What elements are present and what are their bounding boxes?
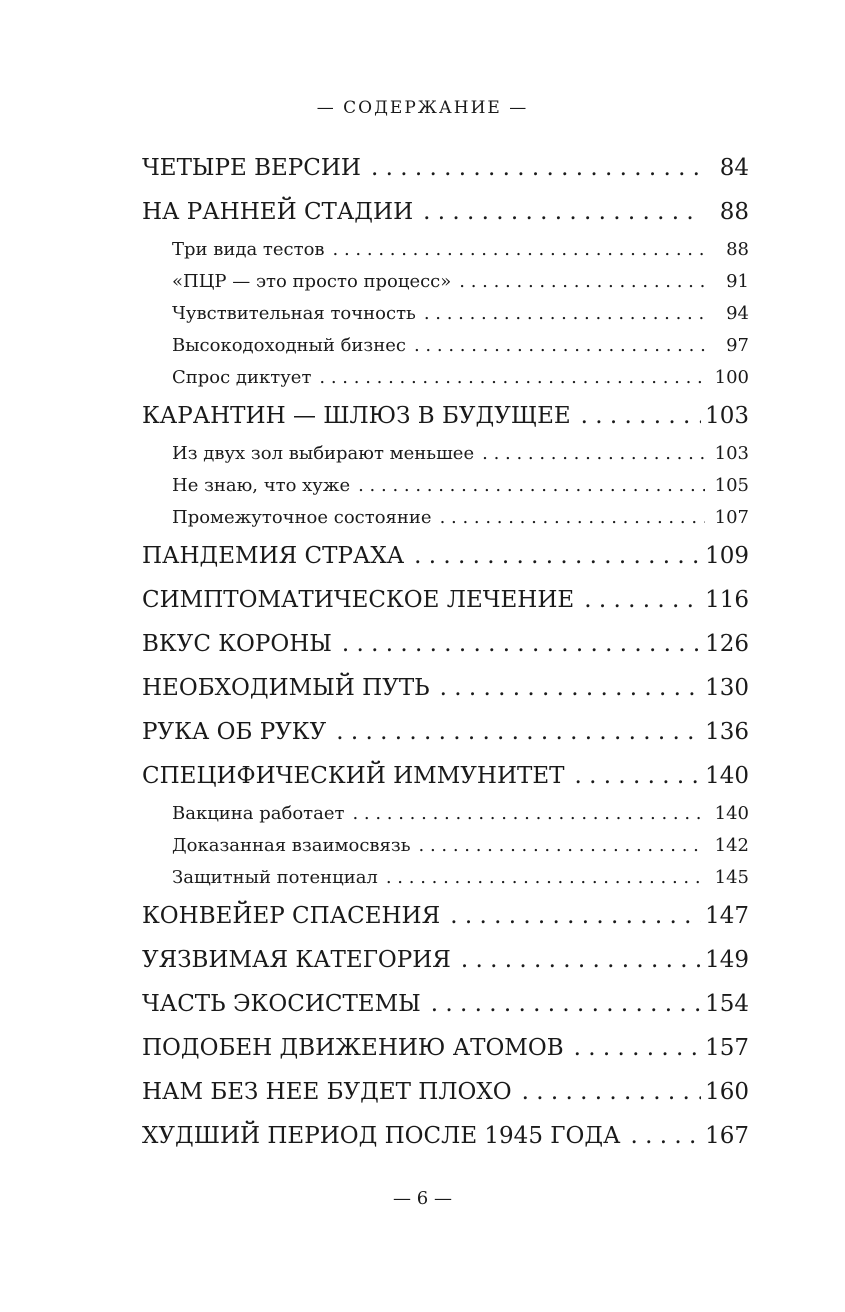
toc-entry-title: ХУДШИЙ ПЕРИОД ПОСЛЕ 1945 ГОДА [142, 1123, 621, 1149]
dot-leader [571, 394, 701, 438]
toc-entry-page: 84 [719, 155, 749, 181]
toc-entry-page: 107 [714, 507, 749, 528]
toc-entry-page: 154 [705, 991, 749, 1017]
dot-leader [361, 146, 701, 190]
toc-entry-title: Чувствительная точность [172, 303, 416, 324]
toc-section[interactable] [142, 798, 749, 830]
toc-chapter[interactable] [142, 666, 749, 710]
toc-entry-page: 149 [705, 947, 749, 973]
dot-leader [574, 578, 701, 622]
toc-chapter[interactable] [142, 938, 749, 982]
toc-section[interactable] [142, 470, 749, 502]
toc-entry-page: 100 [714, 367, 749, 388]
toc-section[interactable] [142, 298, 749, 330]
toc-entry-title: Промежуточное состояние [172, 507, 432, 528]
toc-entry-page: 126 [705, 631, 749, 657]
toc-entry-page: 103 [714, 443, 749, 464]
toc-entry-page: 147 [705, 903, 749, 929]
toc-entry-page: 160 [705, 1079, 749, 1105]
toc-entry-page: 91 [726, 271, 749, 292]
toc-entry-title: Защитный потенциал [172, 867, 378, 888]
toc-entry-title: ПОДОБЕН ДВИЖЕНИЮ АТОМОВ [142, 1035, 564, 1061]
toc-entry-title: Высокодоходный бизнес [172, 335, 406, 356]
toc-entry-title: Из двух зол выбирают меньшее [172, 443, 475, 464]
toc-chapter[interactable] [142, 578, 749, 622]
toc-chapter[interactable] [142, 754, 749, 798]
toc-entry-title: КАРАНТИН — ШЛЮЗ В БУДУЩЕЕ [142, 403, 571, 429]
toc-chapter[interactable] [142, 1114, 749, 1158]
toc-entry-page: 103 [705, 403, 749, 429]
toc-entry-title: УЯЗВИМАЯ КАТЕГОРИЯ [142, 947, 451, 973]
dot-leader [413, 190, 701, 234]
toc-chapter[interactable] [142, 894, 749, 938]
toc-chapter[interactable] [142, 146, 749, 190]
toc-entry-page: 88 [719, 199, 749, 225]
toc-entry-page: 94 [726, 303, 749, 324]
dot-leader [404, 534, 701, 578]
page-header: — СОДЕРЖАНИЕ — [316, 98, 529, 118]
dot-leader [440, 894, 701, 938]
toc-entry-page: 116 [705, 587, 749, 613]
toc-entry-title: Вакцина работает [172, 803, 345, 824]
toc-chapter[interactable] [142, 982, 749, 1026]
toc-chapter[interactable] [142, 622, 749, 666]
toc-entry-title: ЧАСТЬ ЭКОСИСТЕМЫ [142, 991, 421, 1017]
toc-chapter[interactable] [142, 1070, 749, 1114]
dot-leader [406, 330, 705, 362]
toc-entry-page: 105 [714, 475, 749, 496]
dot-leader [411, 830, 705, 862]
dot-leader [474, 438, 705, 470]
toc-entry-title: ВКУС КОРОНЫ [142, 631, 332, 657]
toc-entry-page: 97 [726, 335, 749, 356]
toc-entry-page: 140 [705, 763, 749, 789]
page-number: — 6 — [393, 1188, 452, 1209]
toc-section[interactable] [142, 438, 749, 470]
toc-entry-page: 88 [726, 239, 749, 260]
dot-leader [421, 982, 701, 1026]
dot-leader [350, 470, 705, 502]
dot-leader [326, 710, 701, 754]
toc-chapter[interactable] [142, 710, 749, 754]
dot-leader [325, 234, 705, 266]
toc-entry-title: Не знаю, что хуже [172, 475, 351, 496]
toc-section[interactable] [142, 266, 749, 298]
toc-entry-page: 140 [714, 803, 749, 824]
toc-chapter[interactable] [142, 1026, 749, 1070]
toc-section[interactable] [142, 862, 749, 894]
toc-entry-page: 136 [705, 719, 749, 745]
toc-entry-page: 109 [705, 543, 749, 569]
toc-entry-title: КОНВЕЙЕР СПАСЕНИЯ [142, 903, 441, 929]
dot-leader [451, 938, 701, 982]
toc-entry-title: НЕОБХОДИМЫЙ ПУТЬ [142, 675, 430, 701]
toc-entry-title: РУКА ОБ РУКУ [142, 719, 327, 745]
toc-section[interactable] [142, 330, 749, 362]
dot-leader [344, 798, 705, 830]
toc-section[interactable] [142, 502, 749, 534]
dot-leader [378, 862, 705, 894]
toc-entry-page: 157 [705, 1035, 749, 1061]
dot-leader [620, 1114, 701, 1158]
toc-entry-title: Три вида тестов [172, 239, 325, 260]
toc-entry-title: НАМ БЕЗ НЕЕ БУДЕТ ПЛОХО [142, 1079, 512, 1105]
toc-entry-page: 145 [714, 867, 749, 888]
toc-entry-title: ПАНДЕМИЯ СТРАХА [142, 543, 405, 569]
toc-entry-title: ЧЕТЫРЕ ВЕРСИИ [142, 155, 361, 181]
toc-entry-page: 130 [705, 675, 749, 701]
toc-chapter[interactable] [142, 534, 749, 578]
dot-leader [311, 362, 705, 394]
toc-entry-title: «ПЦР — это просто процесс» [172, 271, 452, 292]
toc-section[interactable] [142, 830, 749, 862]
toc-entry-title: СИМПТОМАТИЧЕСКОЕ ЛЕЧЕНИЕ [142, 587, 575, 613]
table-of-contents [142, 146, 749, 1158]
toc-chapter[interactable] [142, 190, 749, 234]
dot-leader [512, 1070, 701, 1114]
toc-entry-title: Доказанная взаимосвязь [172, 835, 411, 856]
toc-entry-title: НА РАННЕЙ СТАДИИ [142, 199, 414, 225]
dot-leader [451, 266, 705, 298]
dot-leader [430, 666, 701, 710]
dot-leader [564, 1026, 701, 1070]
toc-section[interactable] [142, 362, 749, 394]
toc-entry-page: 167 [705, 1123, 749, 1149]
toc-chapter[interactable] [142, 394, 749, 438]
dot-leader [564, 754, 701, 798]
dot-leader [416, 298, 705, 330]
toc-entry-title: Спрос диктует [172, 367, 312, 388]
toc-entry-title: СПЕЦИФИЧЕСКИЙ ИММУНИТЕТ [142, 763, 565, 789]
dot-leader [332, 622, 701, 666]
toc-section[interactable] [142, 234, 749, 266]
toc-entry-page: 142 [714, 835, 749, 856]
dot-leader [432, 502, 705, 534]
